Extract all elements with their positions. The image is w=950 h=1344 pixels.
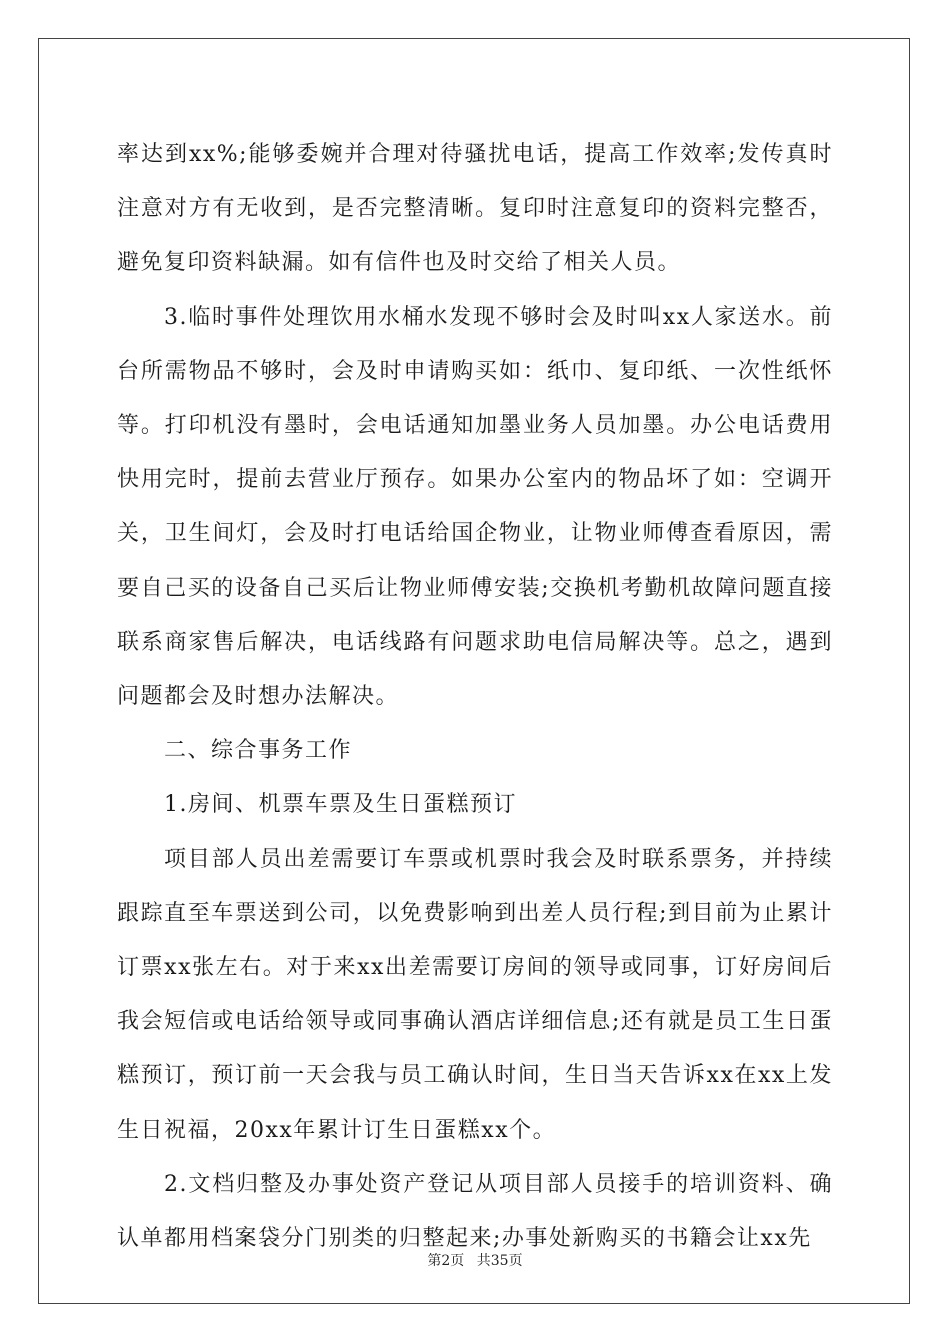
subsection-heading: 1.房间、机票车票及生日蛋糕预订 xyxy=(164,792,517,818)
page-total: 共35页 xyxy=(476,1253,523,1269)
document-body xyxy=(117,128,833,1266)
section-heading: 二、综合事务工作 xyxy=(164,738,353,764)
paragraph-4: 2.文档归整及办事处资产登记从项目部人员接手的培训资料、确认单都用档案袋分门别类的归整起来;办事处新购买的书籍会让xx先 xyxy=(117,1171,833,1252)
paragraph-1: 率达到xx%;能够委婉并合理对待骚扰电话，提高工作效率;发传真时注意对方有无收到，是否完整清晰。复印时注意复印的资料完整否，避免复印资料缺漏。如有信件也及时交给了相关人员。 xyxy=(117,142,833,276)
paragraph-2: 3.临时事件处理饮用水桶水发现不够时会及时叫xx人家送水。前台所需物品不够时，会及时申请购买如：纸巾、复印纸、一次性纸怀等。打印机没有墨时，会电话通知加墨业务人员加墨。办公电话费用快用完时，提前去营业厅预存。如果办公室内的物品坏了如：空调开关，卫生间灯，会及时打电话给国企物业，让物业师傅查看原因，需要自己买的设备自己买后让物业师傅安装;交换机考勤机故障问题直接联系商家售后解决，电话线路有问题求助电信局解决等。总之，遇到问题都会及时想办法解决。 xyxy=(117,304,833,710)
page-number: 第2页 xyxy=(427,1253,465,1269)
paragraph-3: 项目部人员出差需要订车票或机票时我会及时联系票务，并持续跟踪直至车票送到公司，以免费影响到出差人员行程;到目前为止累计订票xx张左右。对于来xx出差需要订房间的领导或同事，订好房间后我会短信或电话给领导或同事确认酒店详细信息;还有就是员工生日蛋糕预订，预订前一天会我与员工确认时间，生日当天告诉xx在xx上发生日祝福，20xx年累计订生日蛋糕xx个。 xyxy=(117,846,833,1143)
page-footer xyxy=(0,1250,950,1270)
